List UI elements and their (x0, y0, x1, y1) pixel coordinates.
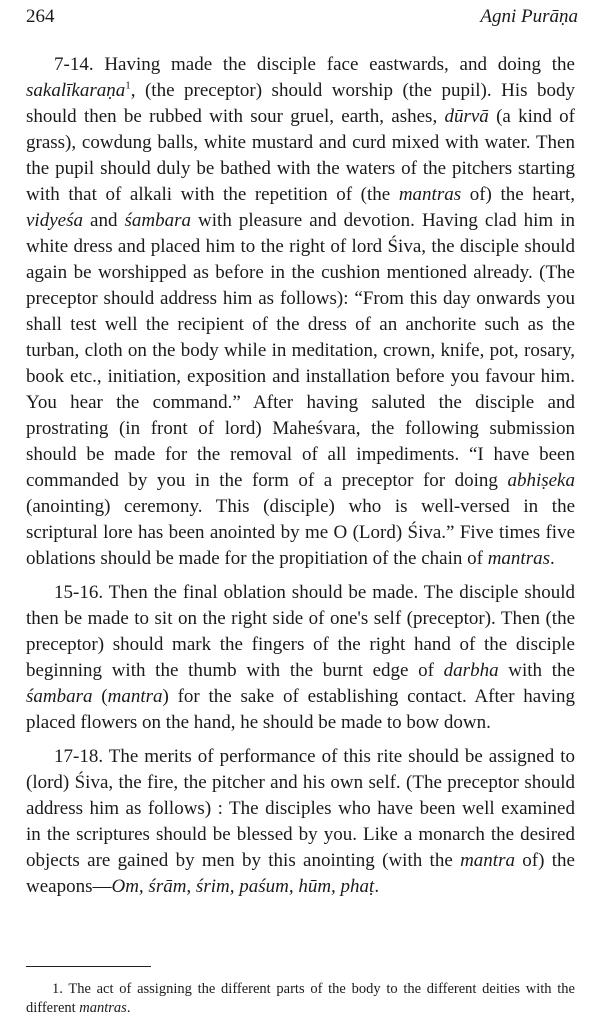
text-run: (anointing) ceremony. This (disciple) who is well-versed in the scriptural lore has been anointed by me O (Lord) Śiva.” Five times five oblations should be made for the propitiation of the chain of (26, 496, 575, 569)
italic-term: mantras (487, 548, 550, 569)
italic-term: abhiṣeka (507, 470, 575, 491)
text-run: (a kind of grass), cowdung balls, white mustard and curd mixed with water. Then the pupil should duly be bathed with the waters of the pitchers starting with that of alkali with the repetition of (the (26, 106, 575, 205)
footnote-divider (26, 966, 151, 967)
page-number: 264 (26, 6, 55, 27)
italic-term: śambara (124, 210, 192, 231)
footnote (26, 980, 575, 1018)
italic-term: mantra (107, 686, 163, 707)
main-text (26, 52, 575, 900)
text-run: ) for the sake of establishing contact. After having placed flowers on the hand, he should be made to bow down. (26, 686, 575, 733)
italic-term: mantras (79, 1000, 127, 1016)
italic-term: darbha (443, 660, 499, 681)
text-run: of) the heart, (461, 184, 575, 205)
text-run: ( (92, 686, 108, 707)
italic-term: mantras (398, 184, 462, 205)
footnote-marker: 1 (125, 79, 131, 92)
text-run: with pleasure and devotion. Having clad him in white dress and placed him to the right of lord Śiva, the disciple should again be worshipped as before in the cushion mentioned already. (The preceptor should address him as follows): “From this day onwards you shall test well the recipient of the dress of an anchorite such as the turban, cloth on the body while in meditation, crown, knife, pot, rosary, book etc., initiation, exposition and installation before you favour him. You hear the command.” After having saluted the disciple and prostrating (in front of lord) Maheśvara, the following submission should be made for the removal of all impediments. “I have been commanded by you in the form of a preceptor for doing (26, 210, 575, 491)
page-header (26, 6, 578, 36)
text-run: 15-16. Then the final oblation should be made. The disciple should then be made to sit on the right side of one's self (preceptor). Then (the preceptor) should mark the fingers of the right hand of the disciple beginning with the thumb with the burnt edge of (26, 582, 575, 681)
text-run: . (374, 876, 380, 897)
paragraph-verses-17-18 (26, 744, 575, 900)
text-run: 17-18. The merits of performance of this rite should be assigned to (lord) Śiva, the fire, the pitcher and his own self. (The preceptor should address him as follows) : The disciples who have been well examined in the scriptures should be blessed by you. Like a monarch the desired objects are gained by men by this anointing (with the (26, 746, 575, 871)
text-run: 7-14. Having made the disciple face eastwards, and doing the (54, 54, 575, 75)
text-run: 1. The act of assigning the different parts of the body to the different deities with the different (26, 981, 575, 1016)
italic-term: śambara (26, 686, 93, 707)
italic-term: vidyeśa (26, 210, 83, 231)
text-run: . (550, 548, 555, 569)
paragraph-verses-15-16 (26, 580, 575, 736)
text-run: , (the preceptor) should worship (the pupil). His body should then be rubbed with sour gruel, earth, ashes, (26, 80, 575, 127)
text-run: and (82, 210, 125, 231)
italic-term: sakalīkaraṇa (26, 80, 126, 101)
italic-term: dūrvā (444, 106, 489, 127)
paragraph-verses-7-14 (26, 52, 575, 572)
italic-term: Om, śrām, śrim, paśum, hūm, phaṭ (111, 876, 375, 897)
italic-term: mantra (460, 850, 515, 871)
text-run: with the (498, 660, 575, 681)
text-run: of) the weapons— (26, 850, 575, 897)
text-run: . (126, 1000, 131, 1016)
running-title: Agni Purāṇa (480, 6, 578, 27)
